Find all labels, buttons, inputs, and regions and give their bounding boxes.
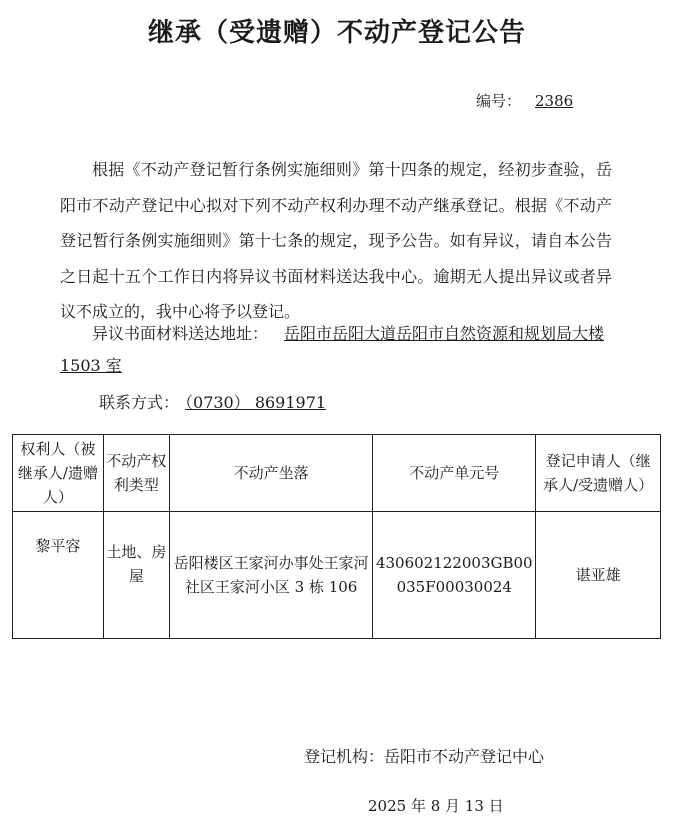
issuing-organization: 登记机构：岳阳市不动产登记中心: [304, 747, 545, 766]
document-number-label: 编号：: [476, 92, 522, 110]
objection-address: [60, 318, 612, 382]
header-applicant: 登记申请人（继承人/受遗赠人）: [536, 435, 661, 512]
document-number: [476, 90, 573, 111]
objection-address-label: 异议书面材料送达地址：: [92, 324, 269, 343]
contact-label: 联系方式：: [99, 393, 180, 412]
contact-value: （0730） 8691971: [185, 393, 327, 412]
property-table: [12, 434, 661, 639]
table-row: [13, 512, 661, 639]
cell-applicant: 谌亚雄: [536, 512, 661, 639]
header-location: 不动产坐落: [169, 435, 373, 512]
document-number-value: 2386: [535, 92, 574, 110]
cell-location: 岳阳楼区王家河办事处王家河社区王家河小区 3 栋 106: [169, 512, 373, 639]
contact-info: [99, 390, 350, 413]
notice-body: 根据《不动产登记暂行条例实施细则》第十四条的规定，经初步查验，岳阳市不动产登记中心拟对下列不动产权利办理不动产继承登记。根据《不动产登记暂行条例实施细则》第十七条的规定，现予公告。如有异议，请自本公告之日起十五个工作日内将异议书面材料送达我中心。逾期无人提出异议或者异议不成立的，我中心将予以登记。: [60, 160, 612, 321]
header-unit-no: 不动产单元号: [373, 435, 536, 512]
header-right-type: 不动产权利类型: [103, 435, 169, 512]
notice-title: 继承（受遗赠）不动产登记公告: [147, 18, 526, 48]
table-header-row: [13, 435, 661, 512]
cell-unit-no: 430602122003GB00035F00030024: [373, 512, 536, 639]
notice-date: 2025 年 8 月 13 日: [368, 797, 504, 815]
cell-right-type: 土地、房屋: [103, 512, 169, 639]
objection-address-value: 岳阳市岳阳大道岳阳市自然资源和规划局大楼 1503 室: [60, 324, 605, 375]
header-owner: 权利人（被继承人/遗赠人）: [13, 435, 104, 512]
cell-owner: 黎平容: [13, 512, 104, 639]
